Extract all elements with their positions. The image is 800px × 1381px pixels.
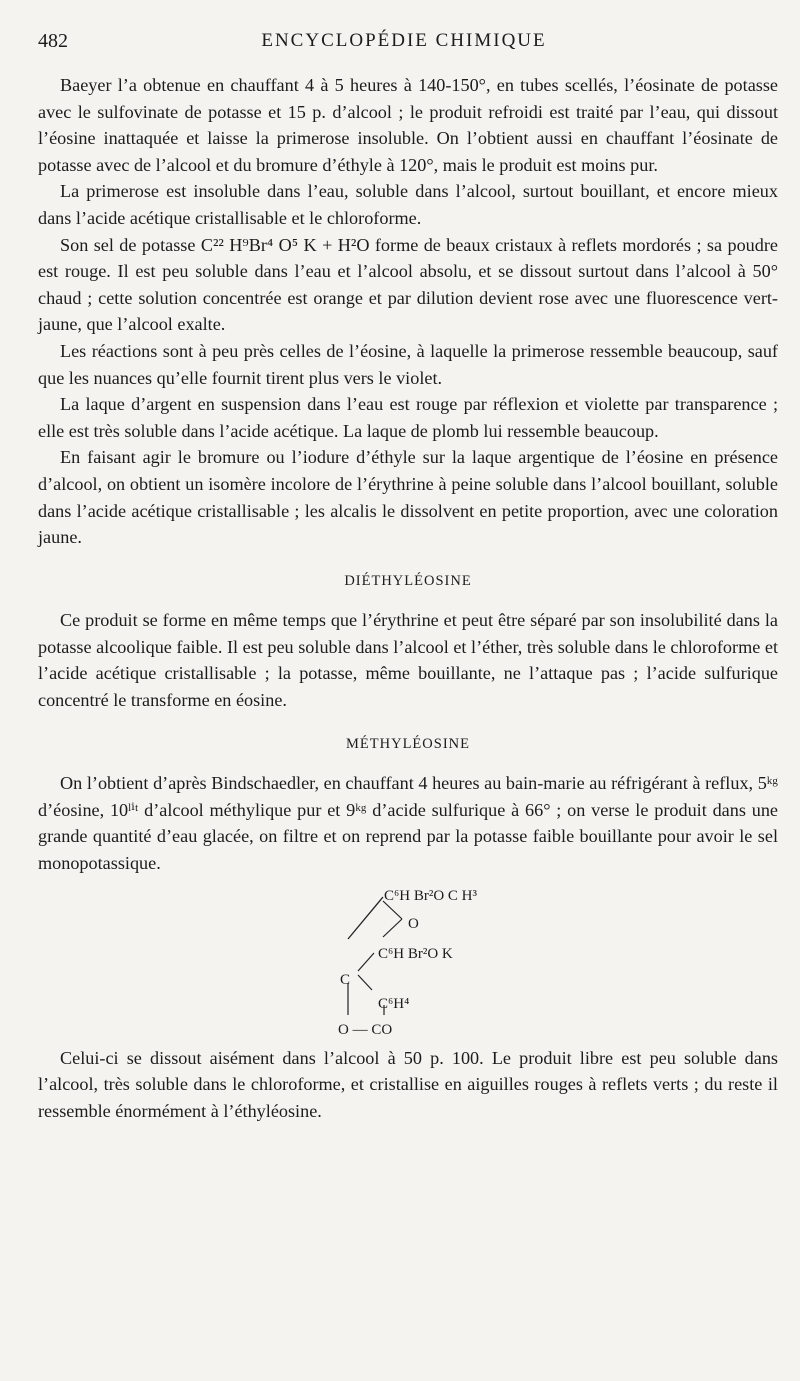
formula-carbon: C <box>340 971 351 988</box>
page-header <box>38 30 770 60</box>
formula-group-1: C⁶H Br²O C H³ <box>384 887 477 904</box>
page-number: 482 <box>38 30 68 52</box>
section-heading-methyl: MÉTHYLÉOSINE <box>346 735 470 752</box>
paragraph: Ce produit se forme en même temps que l’érythrine et peut être séparé par son insolubilité dans la potasse alcoolique faible. Il est peu soluble dans l’alcool et l’éther, très soluble dans le chloroforme et l’acide acétique cristallisable ; la potasse, même bouillante, ne l’attaque pas ; l’acide sulfurique concentré le transforme en éosine. <box>38 610 778 711</box>
paragraph <box>38 232 778 338</box>
paragraph: La laque d’argent en suspension dans l’eau est rouge par réflexion et violette par transparence ; elle est très soluble dans l’acide acétique. La laque de plomb lui ressemble beaucoup. <box>38 394 778 441</box>
paragraph-rest: forme de beaux cristaux à reflets mordorés ; sa poudre est rouge. Il est peu soluble dans l’eau et l’alcool absolu, et se dissout surtout dans l’alcool à 50° chaud ; cette solution concentrée est orange et par dilution devient rose avec une fluorescence vert-jaune, que l’alcool exalte. <box>38 234 778 335</box>
structural-formula <box>38 879 778 1039</box>
running-title: ENCYCLOPÉDIE CHIMIQUE <box>261 30 547 51</box>
paragraph: On l’obtient d’après Bindschaedler, en chauffant 4 heures au bain-marie au réfrigérant à reflux, 5ᵏᵍ d’éosine, 10ˡⁱᵗ d’alcool méthylique pur et 9ᵏᵍ d’acide sulfurique à 66° ; on verse le produit dans une grande quantité d’eau glacée, on filtre et on reprend par la potasse faible bouillante pour avoir le sel monopotassique. <box>38 773 778 874</box>
section-heading-diethyl: DIÉTHYLÉOSINE <box>344 572 472 589</box>
paragraph: La primerose est insoluble dans l’eau, soluble dans l’alcool, surtout bouillant, et encore mieux dans l’acide acétique cristallisable et le chloroforme. <box>38 181 778 228</box>
paragraph: Celui-ci se dissout aisément dans l’alcool à 50 p. 100. Le produit libre est peu soluble dans l’alcool, très soluble dans le chloroforme, et cristallise en aiguilles rouges à reflets verts ; du reste il ressemble énormément à l’éthyléosine. <box>38 1047 778 1121</box>
formula-group-3: C⁶H⁴ <box>378 995 410 1012</box>
paragraph: Les réactions sont à peu près celles de l’éosine, à laquelle la primerose ressemble beaucoup, sauf que les nuances qu’elle fournit tirent plus vers le violet. <box>38 340 778 388</box>
formula-oxygen: O <box>408 915 419 932</box>
formula-group-2: C⁶H Br²O K <box>378 945 453 962</box>
paragraph-lead: Son sel de potasse <box>60 234 196 255</box>
page-body <box>38 72 778 1124</box>
paragraph: En faisant agir le bromure ou l’iodure d’éthyle sur la laque argentique de l’éosine en présence d’alcool, on obtient un isomère incolore de l’érythrine à peine soluble dans l’alcool bouillant, soluble dans l’acide acétique cristallisable ; les alcalis le dissolvent en petite proportion, avec une coloration jaune. <box>38 447 778 548</box>
inline-formula: C²² H⁹Br⁴ O⁵ K + H²O <box>200 234 370 255</box>
formula-bottom: O — CO <box>338 1021 393 1038</box>
paragraph: Baeyer l’a obtenue en chauffant 4 à 5 heures à 140-150°, en tubes scellés, l’éosinate de potasse avec le sulfovinate de potasse et 15 p. d’alcool ; le produit refroidi est traité par l’eau, qui dissout l’éosine inattaquée et laisse la primerose insoluble. On l’obtient aussi en chauffant l’éosinate de potasse avec de l’alcool et du bromure d’éthyle à 120°, mais le produit est moins pur. <box>38 75 778 175</box>
